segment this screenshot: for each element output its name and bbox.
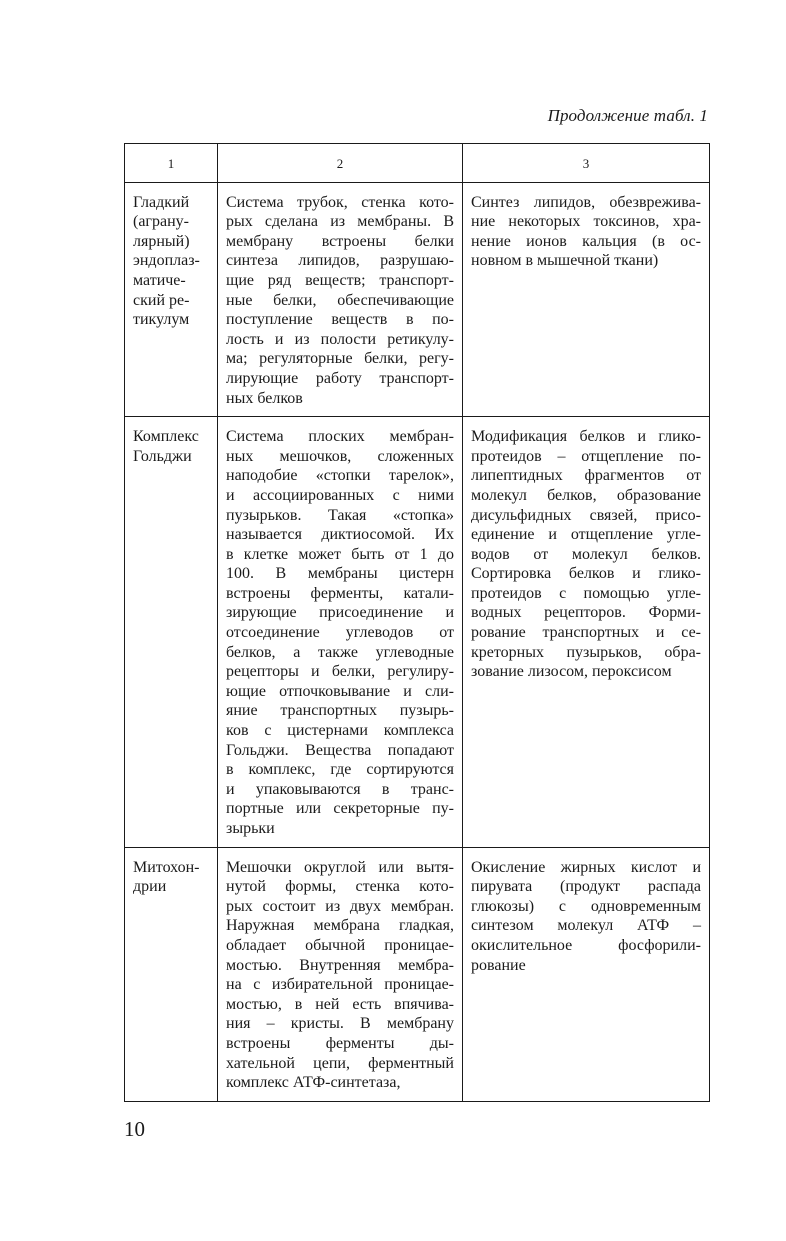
page-number: 10 bbox=[124, 1117, 145, 1141]
structure-text-line: яние транспортных пузырь- bbox=[226, 702, 454, 720]
structure-text-line: Система плоских мембран- bbox=[226, 428, 454, 446]
name-text-line: (аграну- bbox=[133, 213, 189, 231]
function-text-line: Синтез липидов, обезврежива- bbox=[471, 193, 701, 211]
structure-text-line: Наружная мембрана гладкая, bbox=[226, 917, 454, 935]
function-text-line: Сортировка белков и глико- bbox=[471, 565, 701, 583]
structure-text-line: Мешочки округлой или вытя- bbox=[226, 858, 454, 876]
structure-text-line: пузырьков. Такая «стопка» bbox=[226, 506, 454, 524]
structure-text-line: в клетке может быть от 1 до bbox=[226, 545, 454, 563]
structure-text-line: нутой формы, стенка кото- bbox=[226, 878, 454, 896]
function-text-line: Модификация белков и глико- bbox=[471, 428, 701, 446]
function-text-line: нение ионов кальция (в ос- bbox=[471, 232, 701, 250]
name-text-line: ский ре- bbox=[133, 291, 190, 309]
organelle-function-cell bbox=[463, 417, 710, 847]
structure-text-line: Система трубок, стенка кото- bbox=[226, 193, 454, 211]
structure-text-line: синтеза липидов, разрушаю- bbox=[226, 252, 454, 270]
name-text-line: матиче- bbox=[133, 271, 186, 289]
function-text-line: молекул белков, образование bbox=[471, 486, 701, 504]
function-text-line: креторных пузырьков, обра- bbox=[471, 643, 701, 661]
structure-text-line: мембрану встроены белки bbox=[226, 232, 454, 250]
function-text-line: рование bbox=[471, 956, 526, 974]
organelle-structure-cell bbox=[218, 182, 463, 417]
organelle-name-cell bbox=[125, 417, 218, 847]
structure-text-line: белков, а также углеводные bbox=[226, 643, 454, 661]
structure-text-line: встроены ферменты, катали- bbox=[226, 584, 454, 602]
structure-text-line: хательной цепи, ферментный bbox=[226, 1054, 454, 1072]
structure-text-line: поступление веществ в по- bbox=[226, 311, 454, 329]
organelle-function-cell bbox=[463, 847, 710, 1101]
structure-text-line: мостью. Внутренняя мембра- bbox=[226, 956, 454, 974]
structure-text-line: отсоединение углеводов от bbox=[226, 624, 454, 642]
function-text-line: протеидов с помощью угле- bbox=[471, 584, 701, 602]
function-text-line: синтезом молекул АТФ – bbox=[471, 917, 701, 935]
function-text-line: липептидных фрагментов от bbox=[471, 467, 701, 485]
organelle-name-cell bbox=[125, 182, 218, 417]
structure-text-line: комплекс АТФ-синтетаза, bbox=[226, 1074, 401, 1092]
name-text-line: Комплекс bbox=[133, 428, 199, 446]
function-text-line: Окисление жирных кислот и bbox=[471, 858, 701, 876]
structure-text-line: и ассоциированных с ними bbox=[226, 486, 454, 504]
structure-text-line: ных белков bbox=[226, 389, 303, 407]
function-text-line: глюкозы) с одновременным bbox=[471, 897, 701, 915]
structure-text-line: 100. В мембраны цистерн bbox=[226, 565, 454, 583]
name-text-line: Митохон- bbox=[133, 858, 200, 876]
structure-text-line: ков с цистернами комплекса bbox=[226, 722, 454, 740]
table-row bbox=[125, 182, 710, 417]
structure-text-line: рецепторы и белки, регулиру- bbox=[226, 663, 454, 681]
column-number-3: 3 bbox=[463, 144, 710, 183]
function-text-line: единение и отщепление угле- bbox=[471, 526, 701, 544]
structure-text-line: называется диктиосомой. Их bbox=[226, 526, 454, 544]
name-text-line: Гладкий bbox=[133, 193, 190, 211]
structure-text-line: ные белки, обеспечивающие bbox=[226, 291, 454, 309]
structure-text-line: и упаковываются в транс- bbox=[226, 780, 454, 798]
structure-text-line: встроены ферменты ды- bbox=[226, 1034, 454, 1052]
function-text-line: пирувата (продукт распада bbox=[471, 878, 701, 896]
table-row bbox=[125, 417, 710, 847]
organelle-function-cell bbox=[463, 182, 710, 417]
structure-text-line: зирующие присоединение и bbox=[226, 604, 454, 622]
column-number-2: 2 bbox=[218, 144, 463, 183]
function-text-line: зование лизосом, пероксисом bbox=[471, 663, 672, 681]
organelle-name-cell bbox=[125, 847, 218, 1101]
name-text-line: эндоплаз- bbox=[133, 252, 200, 270]
table-row bbox=[125, 847, 710, 1101]
function-text-line: ние некоторых токсинов, хра- bbox=[471, 213, 701, 231]
function-text-line: дисульфидных связей, присо- bbox=[471, 506, 701, 524]
structure-text-line: портные или секреторные пу- bbox=[226, 800, 454, 818]
structure-text-line: зырьки bbox=[226, 820, 275, 837]
structure-text-line: Гольджи. Вещества попадают bbox=[226, 741, 454, 759]
name-text-line: дрии bbox=[133, 878, 167, 896]
structure-text-line: ющие отпочковывание и сли- bbox=[226, 682, 454, 700]
structure-text-line: обладает обычной проницае- bbox=[226, 936, 454, 954]
structure-text-line: лирующие работу транспорт- bbox=[226, 369, 454, 387]
structure-text-line: наподобие «стопки тарелок», bbox=[226, 467, 454, 485]
structure-text-line: ма; регуляторные белки, регу- bbox=[226, 350, 454, 368]
name-text-line: Гольджи bbox=[133, 447, 192, 465]
structure-text-line: рых состоит из двух мембран. bbox=[226, 897, 454, 915]
function-text-line: новном в мышечной ткани) bbox=[471, 252, 659, 270]
organelle-structure-cell bbox=[218, 847, 463, 1101]
organelles-table bbox=[124, 143, 710, 1102]
structure-text-line: ных мешочков, сложенных bbox=[226, 447, 454, 465]
column-number-row bbox=[125, 144, 710, 183]
structure-text-line: ния – кристы. В мембрану bbox=[226, 1015, 454, 1033]
function-text-line: водных рецепторов. Форми- bbox=[471, 604, 701, 622]
table-continuation-caption: Продолжение табл. 1 bbox=[547, 106, 708, 125]
function-text-line: рование транспортных и се- bbox=[471, 624, 701, 642]
function-text-line: водов от молекул белков. bbox=[471, 545, 701, 563]
structure-text-line: рых сделана из мембраны. В bbox=[226, 213, 454, 231]
structure-text-line: в комплекс, где сортируются bbox=[226, 761, 454, 779]
name-text-line: лярный) bbox=[133, 232, 190, 250]
structure-text-line: на с избирательной проницае- bbox=[226, 976, 454, 994]
name-text-line: тикулум bbox=[133, 311, 190, 329]
structure-text-line: щие ряд веществ; транспорт- bbox=[226, 271, 454, 289]
organelle-structure-cell bbox=[218, 417, 463, 847]
function-text-line: протеидов – отщепление по- bbox=[471, 447, 701, 465]
structure-text-line: лость и из полости ретикулу- bbox=[226, 330, 454, 348]
column-number-1: 1 bbox=[125, 144, 218, 183]
function-text-line: окислительное фосфорили- bbox=[471, 936, 701, 954]
structure-text-line: мостью, в ней есть впячива- bbox=[226, 995, 454, 1013]
